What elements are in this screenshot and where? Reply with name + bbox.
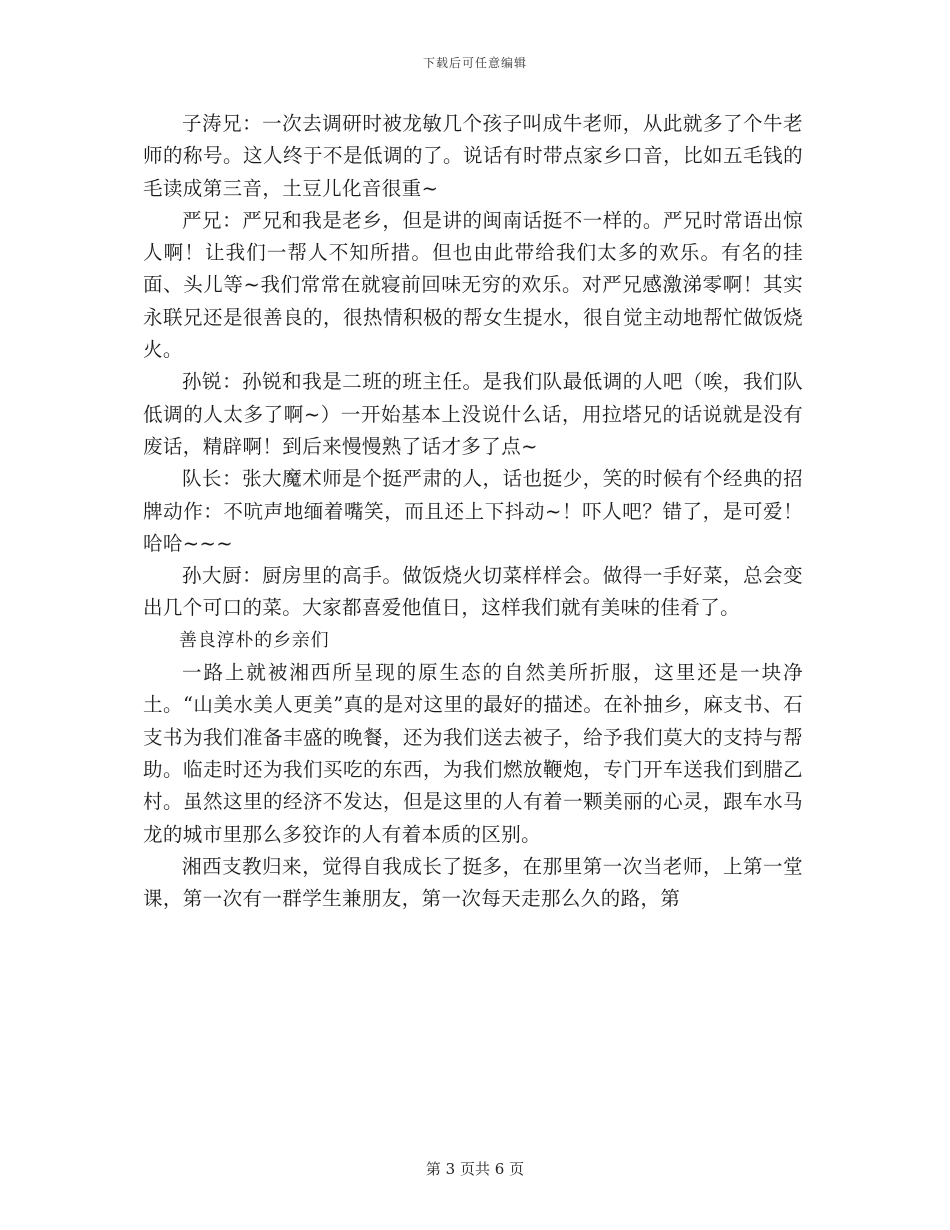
page-header: 下载后可任意编辑 xyxy=(422,56,527,70)
paragraph-return: 湘西支教归来，觉得自我成长了挺多，在那里第一次当老师，上第一堂课，第一次有一群学生兼朋友，第一次每天走那么久的路，第 xyxy=(143,854,803,911)
paragraph-yan: 严兄：严兄和我是老乡，但是讲的闽南话挺不一样的。严兄时常语出惊人啊！让我们一帮人不知所措。但也由此带给我们太多的欢乐。有名的挂面、头儿等~我们常常在就寝前回味无穷的欢乐。对严兄感激涕零啊！其实永联兄还是很善良的，很热情积极的帮女生提水，很自觉主动地帮忙做饭烧火。 xyxy=(143,208,803,362)
paragraph-zitao: 子涛兄：一次去调研时被龙敏几个孩子叫成牛老师，从此就多了个牛老师的称号。这人终于不是低调的了。说话有时带点家乡口音，比如五毛钱的毛读成第三音，土豆儿化音很重~ xyxy=(143,112,803,200)
section-heading: 善良淳朴的乡亲们 xyxy=(179,629,330,651)
document-body xyxy=(143,108,803,915)
paragraph-chef: 孙大厨：厨房里的高手。做饭烧火切菜样样会。做得一手好菜，总会变出几个可口的菜。大家都喜爱他值日，这样我们就有美味的佳肴了。 xyxy=(143,564,803,620)
paragraph-villagers: 一路上就被湘西所呈现的原生态的自然美所折服，这里还是一块净土。“山美水美人更美”真的是对这里的最好的描述。在补抽乡，麻支书、石支书为我们准备丰盛的晚餐，还为我们送去被子，给予我们莫大的支持与帮助。临走时还为我们买吃的东西，为我们燃放鞭炮，专门开车送我们到腊乙村。虽然这里的经济不发达，但是这里的人有着一颗美丽的心灵，跟车水马龙的城市里那么多狡诈的人有着本质的区别。 xyxy=(143,661,803,846)
paragraph-sunrui: 孙锐：孙锐和我是二班的班主任。是我们队最低调的人吧（唉，我们队低调的人太多了啊~）一开始基本上没说什么话，用拉塔兄的话说就是没有废话，精辟啊！到后来慢慢熟了话才多了点~ xyxy=(143,370,803,458)
page-number: 第 3 页共 6 页 xyxy=(425,1160,525,1178)
paragraph-captain: 队长：张大魔术师是个挺严肃的人，话也挺少，笑的时候有个经典的招牌动作：不吭声地缅着嘴笑，而且还上下抖动~！吓人吧？错了，是可爱！哈哈~~~ xyxy=(143,467,803,555)
